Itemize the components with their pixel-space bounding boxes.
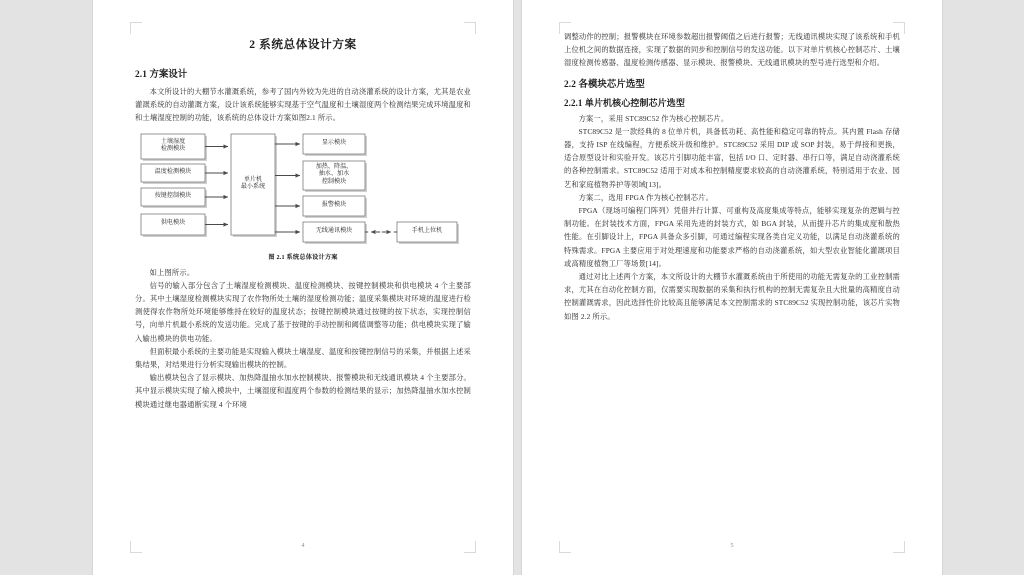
figure-box-wireless: 无线通讯模块: [315, 227, 353, 234]
figure-box-key-control: 按键控制模块: [154, 192, 192, 199]
figure-box-display: 显示模块: [321, 139, 347, 146]
figure-box-mobile-host: 手机上位机: [411, 227, 443, 234]
page-right: [522, 0, 942, 575]
paragraph-as-shown: 如上图所示。: [149, 267, 195, 277]
paragraph-stc89c52: STC89C52 是一款经典的 8 位单片机，具备低功耗、高性能和稳定可靠的特点。其内置 Flash 存储器，支持 ISP 在线编程，方便系统升级和维护。STC89C52 采用 DIP 或 SOP 封装，易于焊接和更换，适合原型设计和实验开发。该芯片引脚功能丰富，包括 I/O 口、定时器、串行口等，满足自动浇灌系统的各种控制需求。STC89C52 适用于对成本和控制精度要求较高的自动浇灌系统，特别适用于农业、园艺和家庭植物养护等领域[13]。: [564, 126, 900, 189]
section-heading-2-2: 2.2 各模块芯片选型: [564, 79, 645, 90]
figure-2-1-canvas: [135, 132, 471, 250]
paragraph-output-modules: 输出模块包含了显示模块、加热降温抽水加水控制模块、报警模块和无线通讯模块 4 个主要部分。其中显示模块实现了输入模块中，土壤湿度和温度两个参数的检测结果的显示；加热降温抽水加水控制模块通过继电器通断实现 4 个环境: [135, 373, 471, 409]
figure-box-alarm: 报警模块: [321, 201, 347, 208]
page-number-right: 5: [730, 542, 734, 549]
figure-box-soil-moisture: 土壤湿度 检测模块: [160, 138, 186, 153]
paragraph-input-modules: 信号的输入部分包含了土壤湿度检测模块、温度检测模块、按键控制模块和供电模块 4 个主要部分。其中土壤湿度检测模块实现了农作物所处土壤的湿度检测功能；温度采集模块对环境的温度进行检测使得农作物所处环境能够维持在较好的温度状态；按键控制模块通过按键的按下状态，实现控制信号，向单片机最小系统的发送功能。完成了基于按键的手动控制和阈值调整等功能；供电模块实现了输入输出模块的供电功能。: [135, 280, 471, 343]
figure-2-1: [135, 132, 471, 261]
figure-box-power-supply: 供电模块: [160, 220, 186, 227]
figure-2-1-caption: 图 2.1 系统总体设计方案: [268, 253, 338, 261]
paragraph-scheme-one-title: 方案一，采用 STC89C52 作为核心控制芯片。: [578, 113, 729, 123]
chapter-heading: 2 系统总体设计方案: [249, 38, 357, 51]
figure-2-1-svg: [135, 132, 471, 250]
page-left-content: [135, 30, 471, 529]
page-left: [93, 0, 513, 575]
section-heading-2-1: 2.1 方案设计: [135, 70, 188, 80]
paragraph-scheme-two-title: 方案二，选用 FPGA 作为核心控制芯片。: [578, 192, 714, 202]
paragraph-continuation: 调整动作的控制；报警模块在环境参数超出报警阈值之后进行报警；无线通讯模块实现了该系统和手机上位机之间的数据连接，实现了数据的同步和控制信号的发送功能。以下对单片机核心控制芯片、土壤湿度检测传感器、温度检测传感器、显示模块、报警模块、无线通讯模块的型号进行选型和介绍。: [564, 32, 900, 68]
page-number-left: 4: [301, 542, 305, 549]
figure-box-mcu-core: 单片机 最小系统: [240, 176, 266, 191]
page-right-content: [564, 30, 900, 529]
paragraph-2-1-intro: 本文所设计的大棚节水灌溉系统，参考了国内外较为先进的自动浇灌系统的设计方案，尤其是农业灌溉系统的自动灌溉方案，设计该系统能够实现基于空气温度和土壤湿度两个检测结果完成环境温度和和土壤湿度控制的功能，该系统的总体设计方案如图2.1 所示。: [135, 87, 471, 123]
paragraph-comparison-conclusion: 通过对比上述两个方案，本文所设计的大棚节水灌溉系统由于所使用的功能无需复杂的工业控制需求，尤其在自动化控制方面，仅需要实现数据的采集和执行机构的控制无需复杂且大批量的高精度自动控制灌溉需求，因此选择性价比较高且能够满足本文控制需求的 STC89C52 实现控制功能，该芯片实物如图 2.2 所示。: [564, 272, 900, 321]
figure-box-temperature: 温度检测模块: [154, 168, 192, 175]
paragraph-core-system: 但面积最小系统的主要功能是实现输入模块土壤湿度、温度和按键控制信号的采集，并根据上述采集结果，对结果进行分析实现输出模块的控制。: [135, 346, 471, 370]
figure-box-actuator-control: 加热、降温、 抽水、加水 控制模块: [315, 163, 353, 185]
paragraph-fpga: FPGA（现场可编程门阵列）凭借并行计算、可重构及高度集成等特点，能够实现复杂的逻辑与控制功能。在封装技术方面，FPGA 采用先进的封装方式，如 BGA 封装，从而提升芯片的集成度和散热性能。在引脚设计上，FPGA 具备众多引脚，可通过编程实现各类自定义功能，以满足自动浇灌系统的特殊需求。FPGA 主要应用于对处理速度和功能要求严格的自动浇灌系统，如大型农业智能化灌溉项目或高精度植物工厂等场景[14]。: [564, 206, 900, 268]
subsection-heading-2-2-1: 2.2.1 单片机核心控制芯片选型: [564, 97, 685, 108]
